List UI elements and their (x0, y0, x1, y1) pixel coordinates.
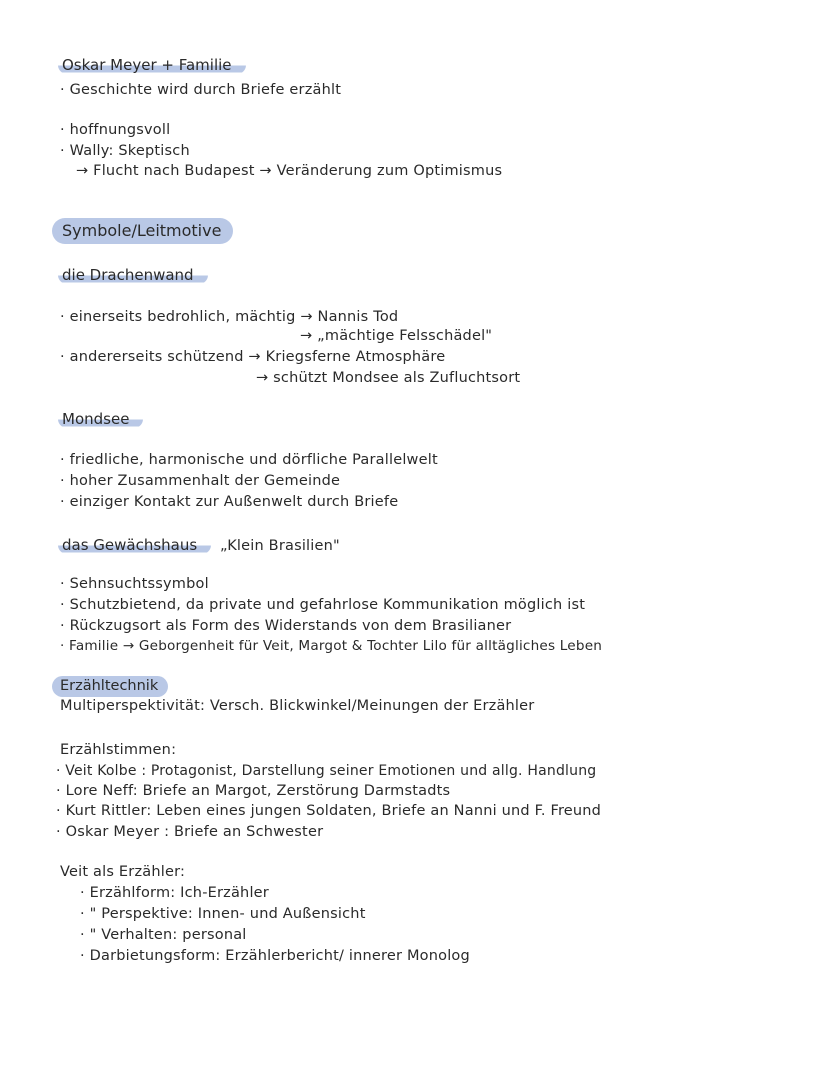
section-heading-oskar-meyer: Oskar Meyer + Familie (58, 56, 246, 74)
text-line: → schützt Mondsee als Zufluchtsort (256, 370, 521, 386)
text-line: · Veit Kolbe : Protagonist, Darstellung seiner Emotionen und allg. Handlung (56, 763, 597, 779)
subheading-veit-erzaehler: Veit als Erzähler: (60, 864, 186, 880)
section-heading-erzaehltechnik: Erzähltechnik (52, 676, 168, 697)
text-line: → Flucht nach Budapest → Veränderung zum Optimismus (76, 163, 503, 179)
text-line: · Schutzbietend, da private und gefahrlose Kommunikation möglich ist (60, 597, 586, 613)
text-line: · Lore Neff: Briefe an Margot, Zerstörung Darmstadts (56, 783, 451, 799)
text-line: · Familie → Geborgenheit für Veit, Margot & Tochter Lilo für alltägliches Leben (60, 638, 603, 654)
text-line: → „mächtige Felsschädel" (300, 328, 493, 344)
text-line: · Erzählform: Ich-Erzähler (80, 885, 269, 901)
subheading-gewaechshaus: das Gewächshaus (58, 536, 211, 554)
text-line: · hoffnungsvoll (60, 122, 171, 138)
text-line: · hoher Zusammenhalt der Gemeinde (60, 473, 341, 489)
text-line: · Oskar Meyer : Briefe an Schwester (56, 824, 324, 840)
text-line: · Geschichte wird durch Briefe erzählt (60, 82, 342, 98)
text-line: Multiperspektivität: Versch. Blickwinkel/Meinungen der Erzähler (60, 698, 535, 714)
text-line: · Sehnsuchtssymbol (60, 576, 209, 592)
text-line: · " Verhalten: personal (80, 927, 247, 943)
subheading-subtitle: „Klein Brasilien" (220, 538, 340, 554)
subheading-mondsee: Mondsee (58, 410, 143, 428)
text-line: · " Perspektive: Innen- und Außensicht (80, 906, 366, 922)
text-line: · Darbietungsform: Erzählerbericht/ innerer Monolog (80, 948, 470, 964)
text-line: · friedliche, harmonische und dörfliche Parallelwelt (60, 452, 438, 468)
text-line: · Kurt Rittler: Leben eines jungen Soldaten, Briefe an Nanni und F. Freund (56, 803, 602, 819)
section-heading-symbole: Symbole/Leitmotive (52, 218, 233, 244)
text-line: · Wally: Skeptisch (60, 143, 190, 159)
text-line: · einerseits bedrohlich, mächtig → Nannis Tod (60, 309, 399, 325)
text-line: · andererseits schützend → Kriegsferne Atmosphäre (60, 349, 446, 365)
text-line: · Rückzugsort als Form des Widerstands von dem Brasilianer (60, 618, 512, 634)
text-line: · einziger Kontakt zur Außenwelt durch Briefe (60, 494, 399, 510)
subheading-erzaehlstimmen: Erzählstimmen: (60, 742, 177, 758)
subheading-drachenwand: die Drachenwand (58, 266, 208, 284)
